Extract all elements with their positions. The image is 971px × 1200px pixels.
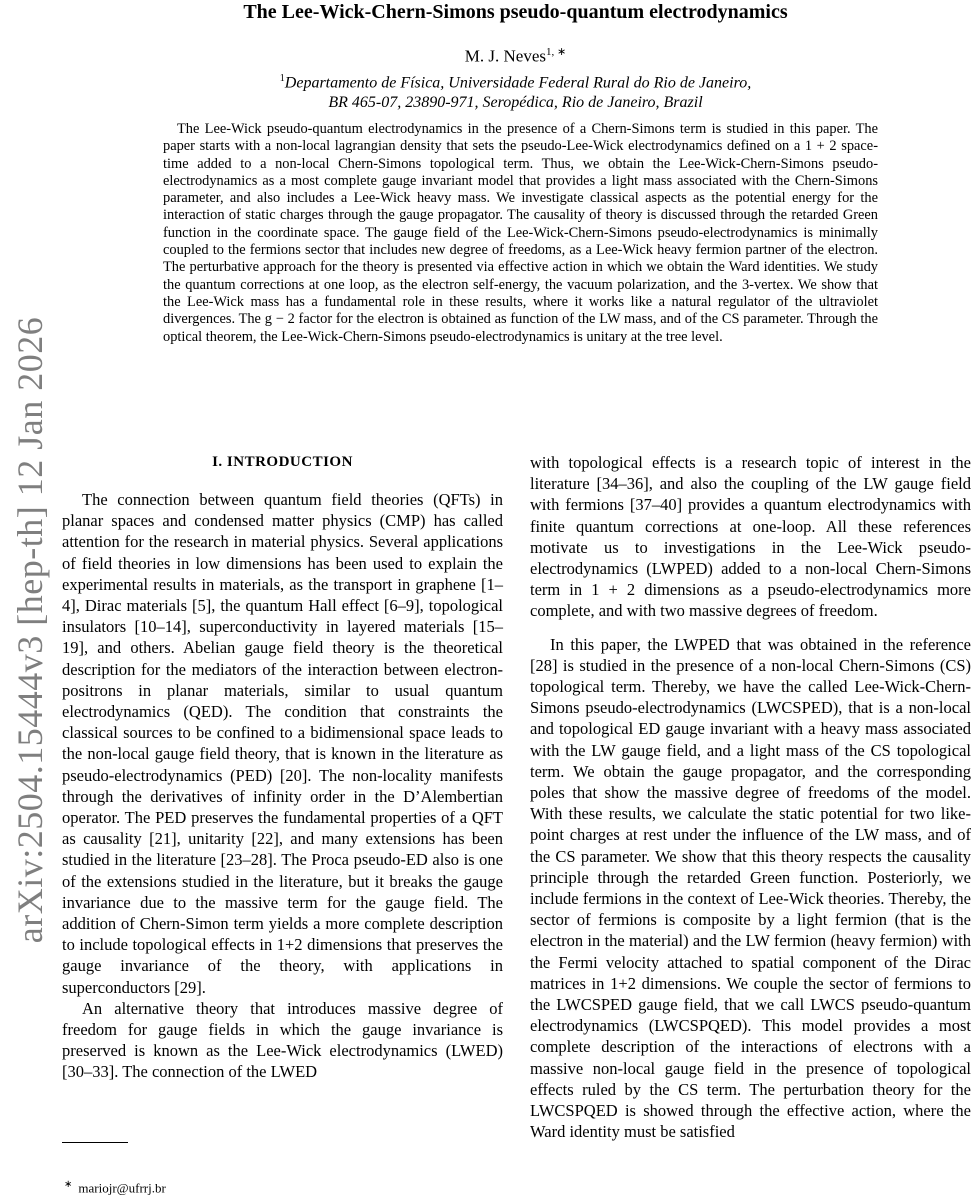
footnote-mark: ∗ (64, 1179, 73, 1190)
affiliation (60, 69, 971, 113)
intro-paragraph-1: The connection between quantum field theories (QFTs) in planar spaces and condensed matter physics (CMP) has called attention for the research in material physics. Several applications of field theories in low dimensions has been used to explain the experimental results in materials, as the transport in graphene [1–4], Dirac materials [5], the quantum Hall effect [6–9], topological insulators [10–14], superconductivity in layered materials [15–19], and others. Abelian gauge field theory is the theoretical description for the mediators of the interaction between electron-positrons in planar materials, similar to usual quantum electrodynamics (QED). The condition that constraints the classical sources to be confined to a bidimensional space leads to the non-local gauge field theory, that is known in the literature as pseudo-electrodynamics (PED) [20]. The non-locality manifests through the derivatives of infinity order in the D’Alembertian operator. The PED preserves the fundamental properties of a QFT as causality [21], unitarity [22], and many extensions has been studied in the literature [23–28]. The Proca pseudo-ED also is one of the extensions studied in the literature, but it breaks the gauge invariance due to the massive term for the gauge field. The addition of Chern-Simon term yields a more complete description to include topological effects in 1+2 dimensions that preserves the gauge invariance of the theory, with applications in superconductors [29]. (62, 490, 503, 997)
intro-paragraph-2: An alternative theory that introduces massive degree of freedom for gauge fields in which the gauge invariance is preserved is known as the Lee-Wick electrodynamics (LWED) [30–33]. The connection of the LWED (62, 998, 503, 1082)
left-column (62, 452, 503, 1083)
intro-paragraph-2-continued: with topological effects is a research topic of interest in the literature [34–36], and also the coupling of the LW gauge field with fermions [37–40] provides a quantum electrodynamics with finite quantum corrections at one-loop. All these references motivate us to investigations in the Lee-Wick pseudo-electrodynamics (LWPED) added to a non-local Chern-Simons term in 1 + 2 dimensions as a pseudo-electrodynamics more complete, and with two massive degrees of freedom. (530, 453, 971, 621)
arxiv-identifier: arXiv:2504.15444v3 [hep-th] 12 Jan 2026 (10, 316, 50, 944)
footnote (64, 1177, 166, 1196)
footnote-email-link[interactable]: mariojr@ufrrj.br (78, 1180, 166, 1196)
affiliation-line-1: $^1$Departamento de Física, Universidade Federal Rural do Rio de Janeiro, (279, 73, 752, 92)
section-heading-introduction: I. INTRODUCTION (212, 454, 353, 470)
arxiv-stamp (0, 300, 60, 960)
abstract: The Lee-Wick pseudo-quantum electrodynamics in the presence of a Chern-Simons term is studied in this paper. The paper starts with a non-local lagrangian density that sets the pseudo-Lee-Wick electrodynamics defined on a 1 + 2 space-time added to a non-local Chern-Simons topological term. Thus, we obtain the Lee-Wick-Chern-Simons pseudo-electrodynamics as a most complete gauge invariant model that provides a light mass associated with the Chern-Simons parameter, and also includes a Lee-Wick heavy mass. We investigate classical aspects as the potential energy for the interaction of static charges through the gauge propagator. The causality of theory is discussed through the retarded Green function in the coordinate space. The gauge field of the Lee-Wick-Chern-Simons pseudo-electrodynamics is minimally coupled to the fermions sector that includes new degree of freedoms, as a Lee-Wick heavy fermion partner of the electron. The perturbative approach for the theory is presented via effective action in which we obtain the Ward identities. We study the quantum corrections at one loop, as the electron self-energy, the vacuum polarization, and the 3-vertex. We show that the Lee-Wick mass has a fundamental role in these results, where it works like a natural regulator of the ultraviolet divergences. The g − 2 factor for the electron is obtained as function of the LW mass, and of the CS parameter. Through the optical theorem, the Lee-Wick-Chern-Simons pseudo-electrodynamics is unitary at the tree level. (163, 121, 878, 345)
paper-title: The Lee-Wick-Chern-Simons pseudo-quantum electrodynamics (243, 1, 788, 23)
intro-paragraph-3: In this paper, the LWPED that was obtained in the reference [28] is studied in the presence of a non-local Chern-Simons (CS) topological term. Thereby, we have the called Lee-Wick-Chern-Simons pseudo-electrodynamics (LWCSPED), that is a non-local and topological ED gauge invariant with a heavy mass associated with the LW gauge field, and a light mass of the CS topological term. We obtain the gauge propagator, and the corresponding poles that show the massive degree of freedoms of the model. With these results, we calculate the static potential for two like-point charges at rest under the influence of the LW mass, and of the CS parameter. We show that this theory respects the causality principle through the retarded Green function. Posteriorly, we include fermions in the context of Lee-Wick theories. Thereby, the sector of fermions is composite by a light fermion (that is the electron in the material) and the LW fermion (heavy fermion) with the Fermi velocity attached to spatial component of the Dirac matrices in 1+2 dimensions. We couple the sector of fermions to the LWCSPED gauge field, that we call LWCS pseudo-quantum electrodynamics (LWCSPQED). This model provides a most complete description of the interactions of electrons with a massive non-local gauge field in the presence of topological effects ruled by the CS term. The perturbation theory for the LWCSPQED is showed through the effective action, where the Ward identity must be satisfied (530, 634, 971, 1142)
affiliation-line-2: BR 465-07, 23890-971, Seropédica, Rio de Janeiro, Brazil (328, 94, 703, 112)
author-line (60, 42, 971, 67)
right-column (530, 452, 971, 1143)
author-name: M. J. Neves (464, 46, 546, 66)
affiliation-mark: 1 (279, 73, 285, 84)
author-marks: 1, ∗ (546, 46, 567, 58)
footnote-rule (62, 1142, 128, 1143)
